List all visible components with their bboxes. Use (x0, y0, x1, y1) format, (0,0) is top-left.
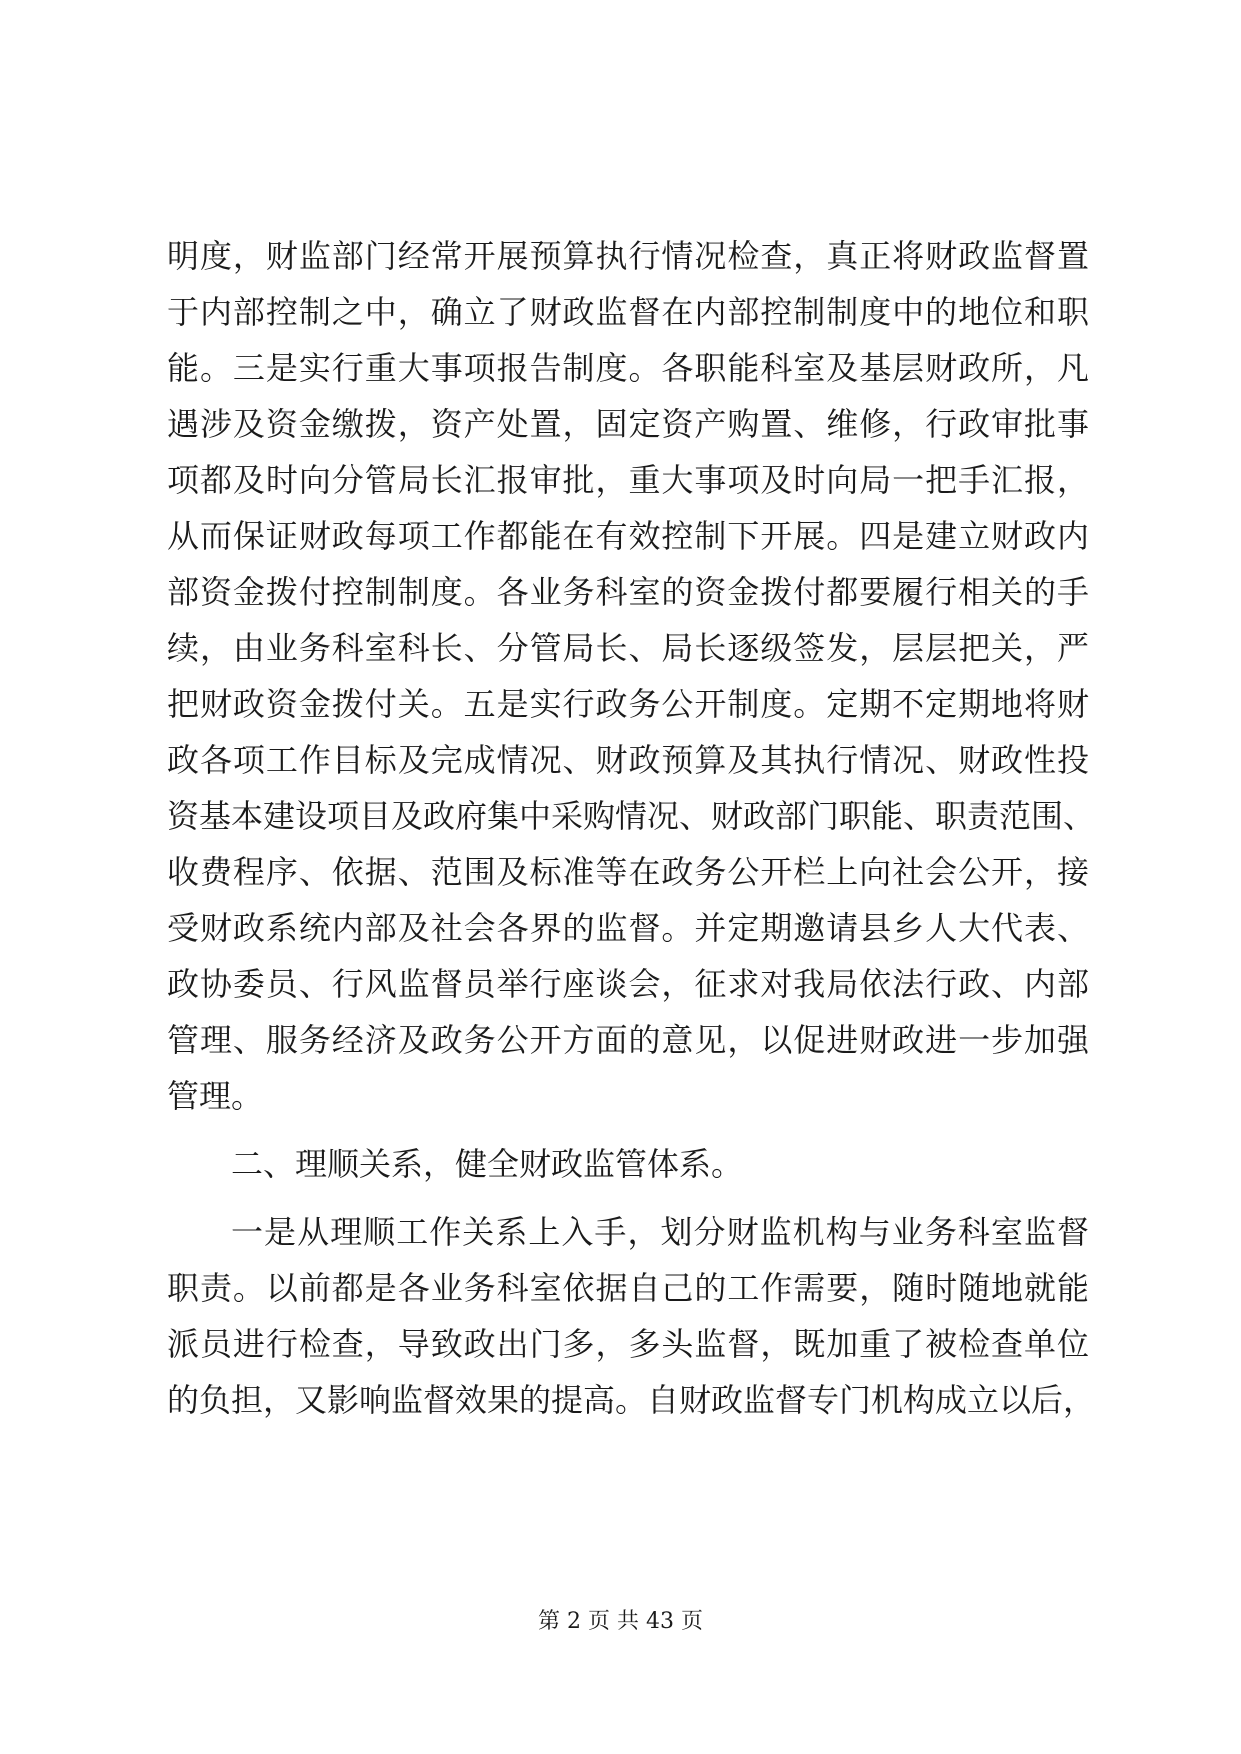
document-body (167, 228, 1096, 1428)
text-line: 的负担，又影响监督效果的提高。自财政监督专门机构成立以后， (167, 1381, 1096, 1419)
text-line: 受财政系统内部及社会各界的监督。并定期邀请县乡人大代表、 (167, 909, 1089, 947)
text-line: 于内部控制之中，确立了财政监督在内部控制制度中的地位和职 (167, 293, 1089, 331)
section-heading: 二、理顺关系，健全财政监管体系。 (231, 1145, 744, 1183)
text-line: 部资金拨付控制制度。各业务科室的资金拨付都要履行相关的手 (167, 573, 1089, 611)
text-line: 项都及时向分管局长汇报审批，重大事项及时向局一把手汇报， (167, 461, 1089, 499)
text-line: 资基本建设项目及政府集中采购情况、财政部门职能、职责范围、 (167, 797, 1096, 835)
text-line: 一是从理顺工作关系上入手，划分财监机构与业务科室监督 (231, 1213, 1089, 1251)
text-line: 政各项工作目标及完成情况、财政预算及其执行情况、财政性投 (167, 741, 1089, 779)
paragraph-gap (167, 1192, 1089, 1204)
text-line: 收费程序、依据、范围及标准等在政务公开栏上向社会公开，接 (167, 853, 1089, 891)
text-line: 职责。以前都是各业务科室依据自己的工作需要，随时随地就能 (167, 1269, 1089, 1307)
page-number-footer: 第 2 页 共 43 页 (538, 1609, 703, 1634)
text-line: 派员进行检查，导致政出门多，多头监督，既加重了被检查单位 (167, 1325, 1089, 1363)
text-line: 从而保证财政每项工作都能在有效控制下开展。四是建立财政内 (167, 517, 1089, 555)
text-line: 管理、服务经济及政务公开方面的意见，以促进财政进一步加强 (167, 1021, 1089, 1059)
text-line: 政协委员、行风监督员举行座谈会，征求对我局依法行政、内部 (167, 965, 1089, 1003)
text-line: 管理。 (167, 1077, 264, 1115)
text-line: 明度，财监部门经常开展预算执行情况检查，真正将财政监督置 (167, 237, 1089, 275)
text-line: 把财政资金拨付关。五是实行政务公开制度。定期不定期地将财 (167, 685, 1089, 723)
paragraph-gap (167, 1124, 1089, 1136)
text-line: 续，由业务科室科长、分管局长、局长逐级签发，层层把关，严 (167, 629, 1089, 667)
text-line: 能。三是实行重大事项报告制度。各职能科室及基层财政所，凡 (167, 349, 1089, 387)
text-line: 遇涉及资金缴拨，资产处置，固定资产购置、维修，行政审批事 (167, 405, 1089, 443)
